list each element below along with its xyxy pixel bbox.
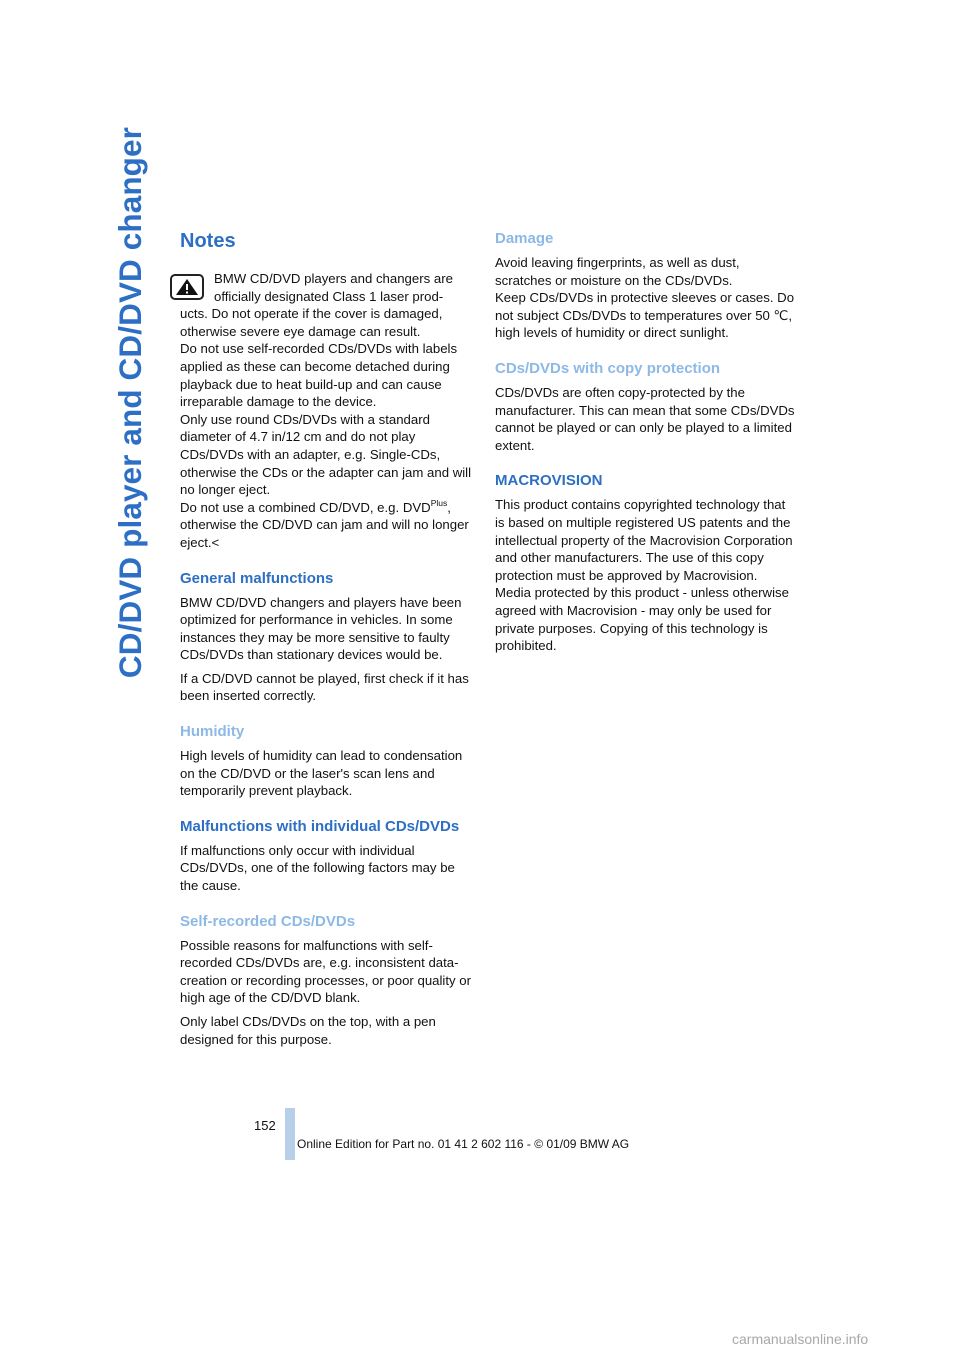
note-text-diameter: Only use round CDs/DVDs with a standard diameter of 4.7 in/12 cm and do not play CDs/DVDs with an adapter, e.g. Single-CDs, otherwise the CDs or the adapter can jam and will no longer eject. xyxy=(180,411,472,498)
general-paragraph-2: If a CD/DVD cannot be played, first check if it has been inserted correctly. xyxy=(180,670,469,704)
note-text-labels: Do not use self-recorded CDs/DVDs with labels applied as these can become detached during playback due to heat build-up and can cause irreparable damage to the device. xyxy=(180,341,458,410)
macrovision-heading: MACROVISION xyxy=(495,472,603,490)
self-recorded-paragraph-1: Possible reasons for malfunctions with self-recorded CDs/DVDs are, e.g. inconsistent data-creation or recording processes, or poor quality or high age of the CD/DVD blank. xyxy=(180,937,472,1006)
right-column xyxy=(495,222,795,661)
copy-protection-paragraph: CDs/DVDs are often copy-protected by the manufacturer. This can mean that some CDs/DVDs cannot be played or can only be played to a limited extent. xyxy=(495,384,795,453)
laser-warning-note xyxy=(180,270,473,552)
note-text-dvdplus xyxy=(180,499,473,552)
humidity-heading: Humidity xyxy=(180,723,245,741)
individual-malfunctions-heading: Malfunctions with individual CDs/DVDs xyxy=(180,817,460,835)
note-line-1: BMW CD/DVD players and changers are xyxy=(214,271,453,286)
macrovision-paragraph: This product contains copyrighted technology that is based on multiple registered US patents and the intellectual property of the Macrovision Corporation and other manufacturers. The use of this copy protection must be approved by Macrovision. Media protected by this product - unless otherwise agreed with Macrovision - may only be used for private purposes. Copying of this technology is prohibited. xyxy=(495,497,793,654)
humidity-paragraph: High levels of humidity can lead to condensation on the CD/DVD or the laser's scan lens and temporarily prevent playback. xyxy=(180,748,463,799)
footer-edition: Online Edition for Part no. 01 41 2 602 116 - © 01/09 BMW AG xyxy=(297,1137,630,1151)
damage-paragraph: Avoid leaving fingerprints, as well as dust, scratches or moisture on the CDs/DVDs. Keep CDs/DVDs in protective sleeves or cases. Do not subject CDs/DVDs to temperatures over 50 ℃, high levels of humidity or direct sunlight. xyxy=(495,255,795,341)
individual-paragraph: If malfunctions only occur with individual CDs/DVDs, one of the following factors may be the cause. xyxy=(180,842,455,894)
warning-triangle-icon xyxy=(170,274,204,300)
self-recorded-paragraph-2: Only label CDs/DVDs on the top, with a pen designed for this purpose. xyxy=(180,1014,436,1047)
page-number: 152 xyxy=(254,1118,276,1133)
notes-heading: Notes xyxy=(180,230,236,252)
dvd-plus-superscript: Plus xyxy=(430,497,448,508)
dvd-prefix: Do not use a combined CD/DVD, e.g. DVD xyxy=(180,499,431,515)
dvd-suffix: , otherwise the CD/DVD can jam and will no longer eject.< xyxy=(180,499,469,550)
note-line-2: officially designated Class 1 laser prod- xyxy=(214,288,444,304)
note-text-cover: ucts. Do not operate if the cover is damaged, otherwise severe eye damage can result. xyxy=(180,306,443,339)
general-paragraph-1: BMW CD/DVD changers and players have been optimized for performance in vehicles. In some instances they may be more sensitive to faulty CDs/DVDs than stationary devices would be. xyxy=(180,594,462,663)
left-column xyxy=(180,222,473,1054)
watermark: carmanualsonline.info xyxy=(732,1331,869,1347)
footer-accent-bar xyxy=(285,1108,295,1160)
self-recorded-heading: Self-recorded CDs/DVDs xyxy=(180,912,356,930)
copy-protection-heading: CDs/DVDs with copy protection xyxy=(495,359,721,377)
damage-heading: Damage xyxy=(495,230,554,247)
section-sidebar-title: CD/DVD player and CD/DVD changer xyxy=(112,127,148,679)
general-malfunctions-heading: General malfunctions xyxy=(180,569,334,587)
